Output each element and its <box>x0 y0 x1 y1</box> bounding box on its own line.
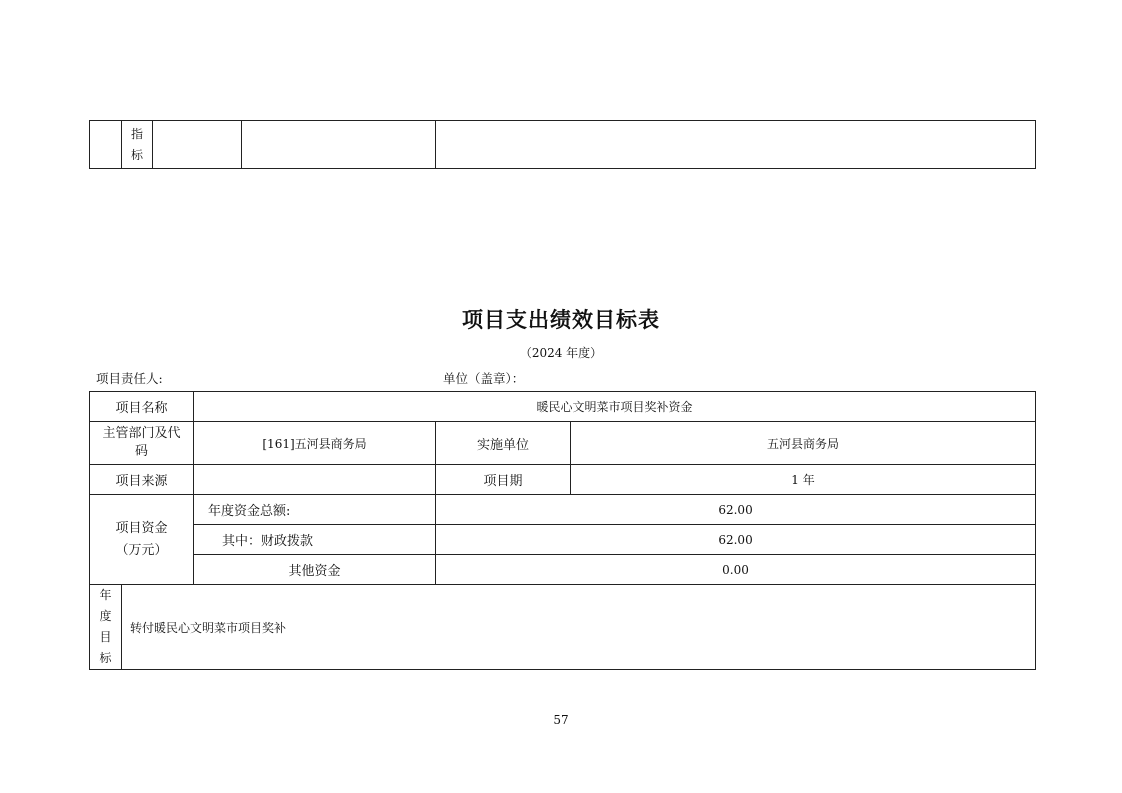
empty-cell <box>153 121 242 169</box>
annual-total-label: 年度资金总额: <box>194 495 436 525</box>
goal-char: 年 <box>99 588 112 602</box>
empty-cell <box>436 121 1036 169</box>
table-row <box>90 525 1036 555</box>
page-title: 项目支出绩效目标表 <box>462 308 660 332</box>
fiscal-allocation-value: 62.00 <box>436 525 1036 555</box>
impl-unit-value: 五河县商务局 <box>571 422 1036 465</box>
dept-value: [161]五河县商务局 <box>194 422 436 465</box>
unit-seal-label: 单位（盖章）： <box>443 371 525 386</box>
page-number: 57 <box>553 713 569 727</box>
table-row <box>90 555 1036 585</box>
indicator-char: 指 <box>130 126 143 141</box>
project-name-value: 暖民心文明菜市项目奖补资金 <box>194 392 1036 422</box>
indicator-table-fragment <box>89 120 1036 169</box>
table-row <box>90 465 1036 495</box>
table-row <box>90 392 1036 422</box>
table-row <box>90 422 1036 465</box>
other-funds-value: 0.00 <box>436 555 1036 585</box>
empty-cell <box>242 121 436 169</box>
empty-cell <box>90 121 122 169</box>
table-row <box>90 495 1036 525</box>
source-label: 项目来源 <box>90 465 194 495</box>
period-value: 1 年 <box>571 465 1036 495</box>
funds-label-line: 项目资金 <box>115 520 168 536</box>
table-row <box>90 585 1036 670</box>
goal-char: 度 <box>99 609 112 623</box>
annual-goal-value: 转付暖民心文明菜市项目奖补 <box>122 585 1036 670</box>
indicator-label <box>122 121 153 169</box>
funds-label-line: （万元） <box>115 542 168 558</box>
fiscal-allocation-label: 其中：财政拨款 <box>194 525 436 555</box>
source-value <box>194 465 436 495</box>
goal-char: 目 <box>99 630 112 644</box>
indicator-char: 标 <box>130 147 143 162</box>
fiscal-year: （2024 年度） <box>519 346 603 360</box>
impl-unit-label: 实施单位 <box>436 422 571 465</box>
dept-label-line: 码 <box>135 444 149 459</box>
project-name-label: 项目名称 <box>90 392 194 422</box>
responsible-person-label: 项目责任人: <box>96 371 163 386</box>
funds-label <box>90 495 194 585</box>
annual-total-value: 62.00 <box>436 495 1036 525</box>
other-funds-label: 其他资金 <box>194 555 436 585</box>
period-label: 项目期 <box>436 465 571 495</box>
annual-goal-label <box>90 585 122 670</box>
goal-char: 标 <box>99 651 112 665</box>
performance-goal-table <box>89 391 1036 670</box>
dept-label-line: 主管部门及代 <box>102 426 181 441</box>
dept-label <box>90 422 194 465</box>
